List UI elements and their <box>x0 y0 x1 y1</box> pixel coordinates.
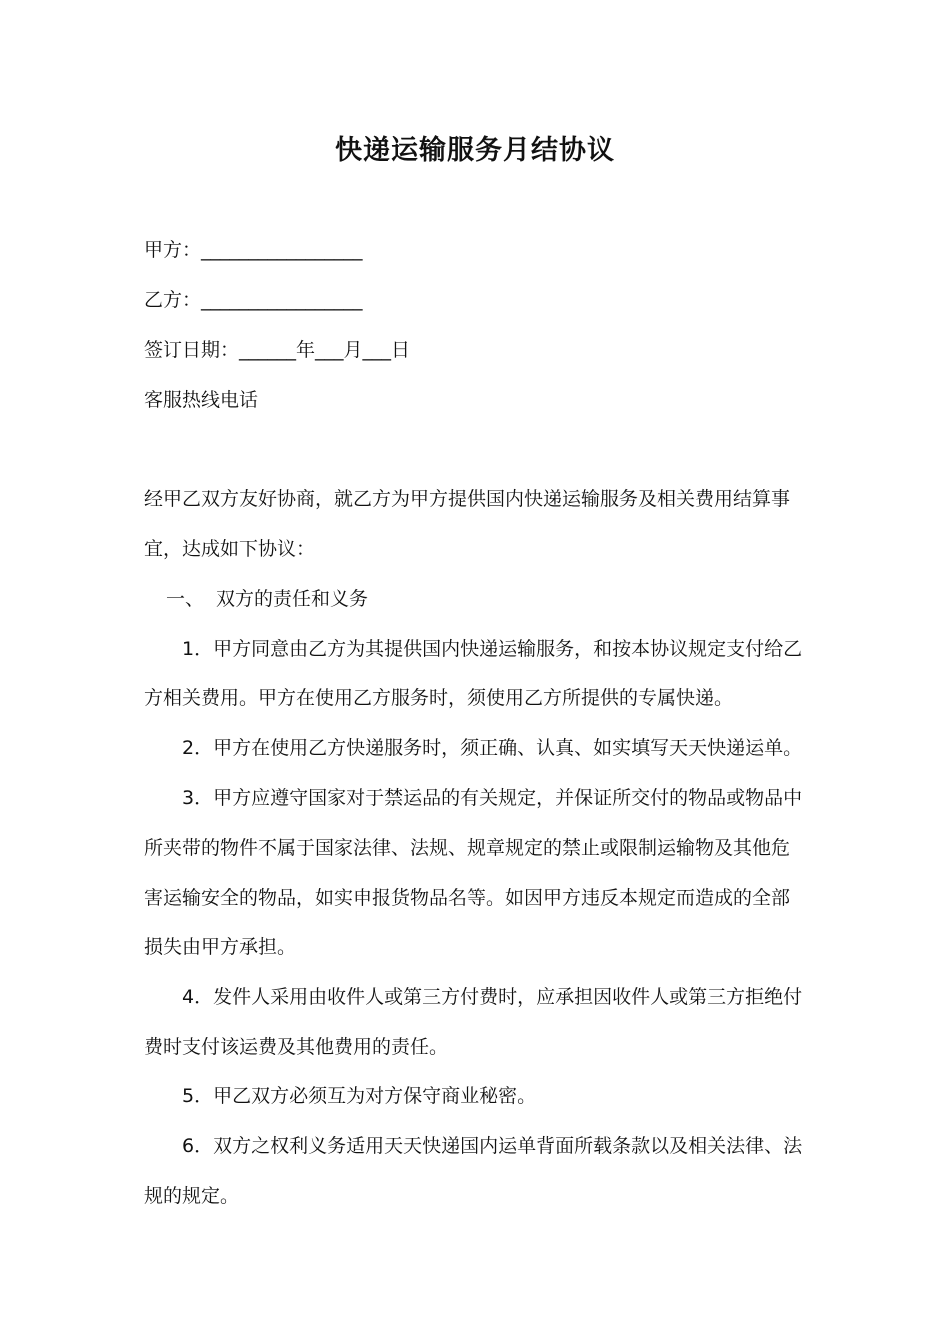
section-number: 一、 <box>166 588 205 610</box>
clause-5-line-1: 5．甲乙双方必须互为对方保守商业秘密。 <box>182 1085 537 1107</box>
clause-6-line-1: 6．双方之权利义务适用天天快递国内运单背面所载条款以及相关法律、法 <box>182 1135 803 1157</box>
sign-date-line: 签订日期：______年___月___日 <box>144 339 411 361</box>
party-a-line: 甲方：_________________ <box>144 239 363 261</box>
party-b-line: 乙方：_________________ <box>144 289 363 311</box>
clause-1-line-1: 1．甲方同意由乙方为其提供国内快递运输服务，和按本协议规定支付给乙 <box>182 638 803 660</box>
clause-1-line-2: 方相关费用。甲方在使用乙方服务时，须使用乙方所提供的专属快递。 <box>144 687 734 709</box>
intro-line-1: 经甲乙双方友好协商，就乙方为甲方提供国内快递运输服务及相关费用结算事 <box>144 488 791 510</box>
clause-6-line-2: 规的规定。 <box>144 1185 240 1207</box>
clause-3-line-3: 害运输安全的物品，如实申报货物品名等。如因甲方违反本规定而造成的全部 <box>144 887 791 909</box>
document-title: 快递运输服务月结协议 <box>335 135 615 166</box>
clause-2-line-1: 2．甲方在使用乙方快递服务时，须正确、认真、如实填写天天快递运单。 <box>182 737 803 759</box>
section-heading <box>166 585 814 613</box>
clause-3-line-1: 3．甲方应遵守国家对于禁运品的有关规定，并保证所交付的物品或物品中 <box>182 787 803 809</box>
section-title: 双方的责任和义务 <box>216 588 369 610</box>
clause-4-line-1: 4．发件人采用由收件人或第三方付费时，应承担因收件人或第三方拒绝付 <box>182 986 803 1008</box>
intro-line-2: 宜，达成如下协议： <box>144 538 316 560</box>
clause-4-line-2: 费时支付该运费及其他费用的责任。 <box>144 1036 449 1058</box>
clause-3-line-2: 所夹带的物件不属于国家法律、法规、规章规定的禁止或限制运输物及其他危 <box>144 837 791 859</box>
clause-3-line-4: 损失由甲方承担。 <box>144 936 297 958</box>
hotline-line: 客服热线电话 <box>144 389 259 411</box>
